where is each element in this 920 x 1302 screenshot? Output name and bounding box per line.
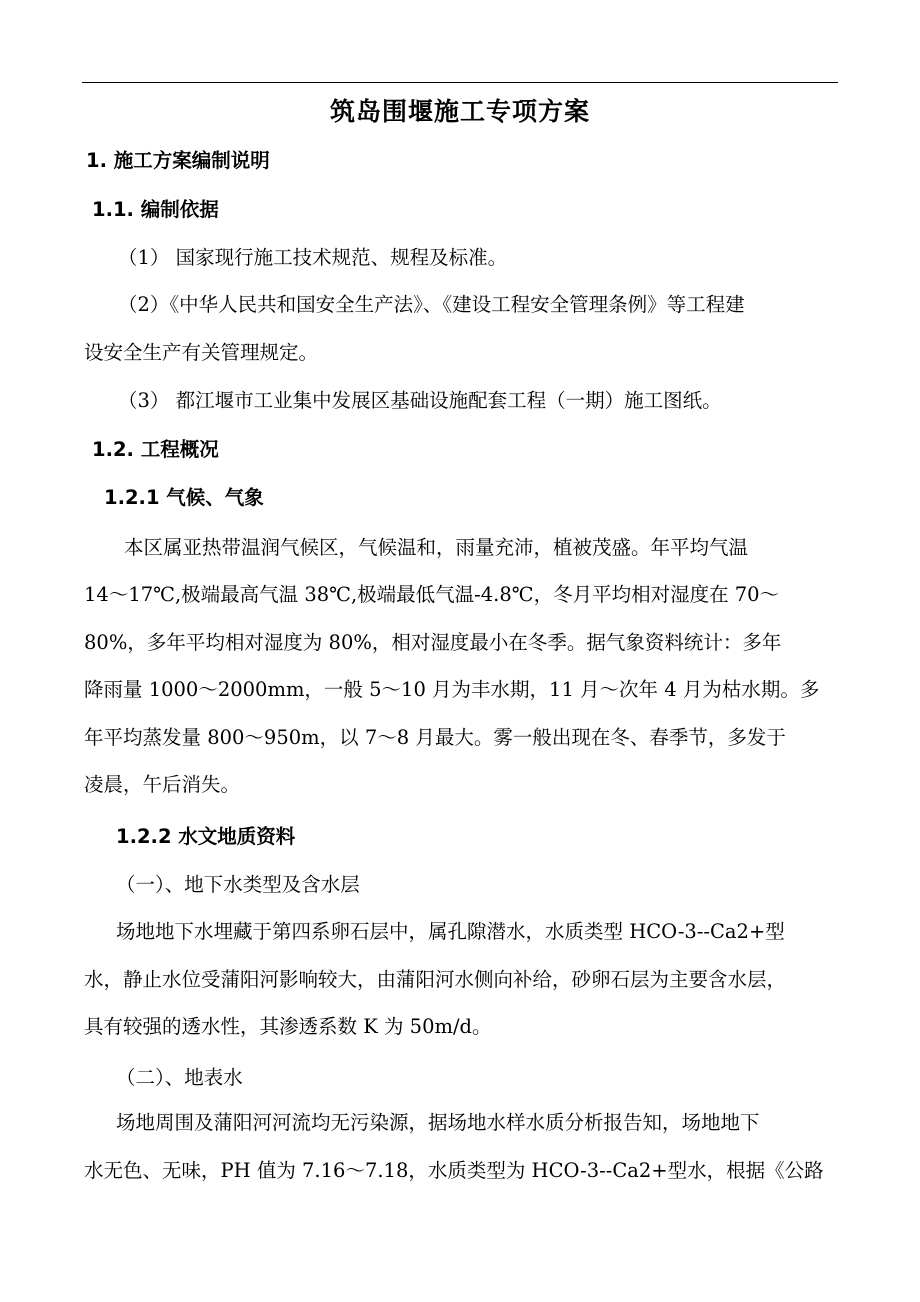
surface-line-2: 水无色、无味，PH 值为 7.16～7.18，水质类型为 HCO-3--Ca2+型水，根据《公路 [84,1159,824,1182]
subheading-groundwater: （一）、地下水类型及含水层 [116,873,360,896]
climate-line-2: 14～17℃,极端最高气温 38℃,极端最低气温-4.8℃，冬月平均相对湿度在 70～ [84,583,780,606]
climate-line-3: 80%，多年平均相对湿度为 80%，相对湿度最小在冬季。据气象资料统计：多年 [84,631,782,654]
basis-item-2: （2）《中华人民共和国安全生产法》、《建设工程安全管理条例》等工程建 [118,293,745,316]
basis-item-1: （1） 国家现行施工技术规范、规程及标准。 [118,246,508,269]
climate-line-4: 降雨量 1000～2000mm，一般 5～10 月为丰水期，11 月～次年 4 月为枯水期。多 [84,678,820,701]
heading-1-2-1: 1.2.1 气候、气象 [104,486,264,509]
heading-1-1: 1.1. 编制依据 [92,198,219,221]
header-rule [82,82,838,83]
surface-line-1: 场地周围及蒲阳河河流均无污染源，据场地水样水质分析报告知，场地地下 [116,1111,760,1134]
heading-1: 1. 施工方案编制说明 [86,149,270,172]
climate-line-6: 凌晨，午后消失。 [84,773,241,796]
groundwater-line-3: 具有较强的透水性，其渗透系数 K 为 50m/d。 [84,1015,492,1038]
groundwater-line-2: 水，静止水位受蒲阳河影响较大，由蒲阳河水侧向补给，砂卵石层为主要含水层， [84,968,787,991]
climate-line-1: 本区属亚热带温润气候区，气候温和，雨量充沛，植被茂盛。年平均气温 [124,536,749,559]
basis-item-3: （3） 都江堰市工业集中发展区基础设施配套工程（一期）施工图纸。 [118,389,722,412]
groundwater-line-1: 场地地下水埋藏于第四系卵石层中，属孔隙潜水，水质类型 HCO-3--Ca2+型 [116,920,785,943]
heading-1-2: 1.2. 工程概况 [92,438,219,461]
document-title: 筑岛围堰施工专项方案 [329,97,590,126]
basis-item-2-cont: 设安全生产有关管理规定。 [84,341,319,364]
heading-1-2-2: 1.2.2 水文地质资料 [116,825,296,848]
subheading-surface-water: （二）、地表水 [116,1066,243,1089]
climate-line-5: 年平均蒸发量 800～950m，以 7～8 月最大。雾一般出现在冬、春季节，多发于 [84,726,786,749]
